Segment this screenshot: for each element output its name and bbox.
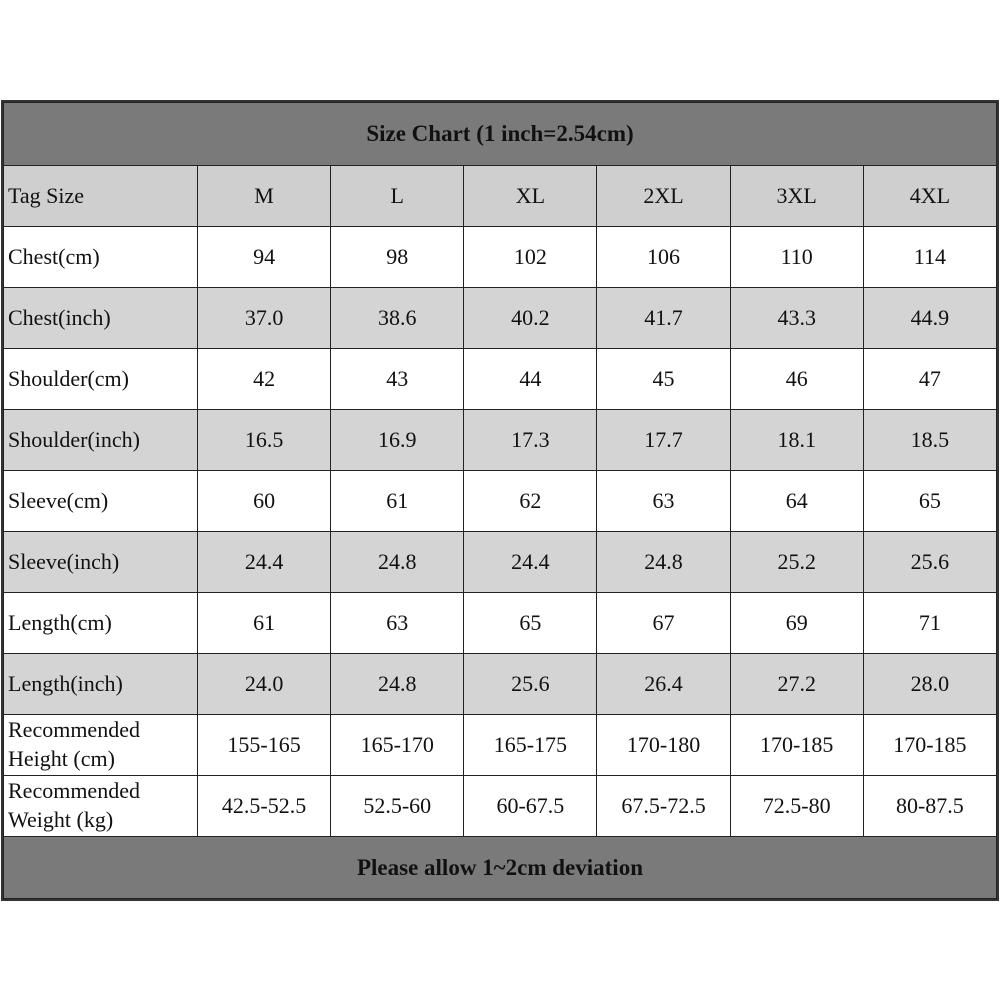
table-cell: 46 (730, 349, 863, 410)
table-row (4, 349, 997, 410)
table-cell: 45 (597, 349, 730, 410)
table-row (4, 227, 997, 288)
table-cell: 65 (863, 471, 996, 532)
size-chart (1, 100, 999, 901)
table-cell: 114 (863, 227, 996, 288)
table-row (4, 471, 997, 532)
table-cell: 25.2 (730, 532, 863, 593)
table-cell: 41.7 (597, 288, 730, 349)
row-label: Sleeve(inch) (4, 532, 198, 593)
table-cell: 67.5-72.5 (597, 776, 730, 837)
table-cell: 67 (597, 593, 730, 654)
table-cell: 24.4 (198, 532, 331, 593)
size-header: M (198, 166, 331, 227)
size-table (3, 102, 997, 899)
table-row (4, 715, 997, 776)
table-cell: 42.5-52.5 (198, 776, 331, 837)
table-cell: 60-67.5 (464, 776, 597, 837)
table-row (4, 410, 997, 471)
table-cell: 27.2 (730, 654, 863, 715)
table-cell: 25.6 (464, 654, 597, 715)
table-row (4, 776, 997, 837)
table-cell: 94 (198, 227, 331, 288)
header-label: Tag Size (4, 166, 198, 227)
table-cell: 170-185 (863, 715, 996, 776)
table-cell: 24.0 (198, 654, 331, 715)
table-cell: 80-87.5 (863, 776, 996, 837)
footer-note: Please allow 1~2cm deviation (4, 837, 997, 899)
table-row (4, 593, 997, 654)
size-header: 4XL (863, 166, 996, 227)
size-header: XL (464, 166, 597, 227)
table-cell: 24.8 (331, 532, 464, 593)
table-cell: 26.4 (597, 654, 730, 715)
row-label: Sleeve(cm) (4, 471, 198, 532)
table-cell: 65 (464, 593, 597, 654)
row-label-line: Height (cm) (8, 746, 115, 771)
table-cell: 16.5 (198, 410, 331, 471)
row-label: Shoulder(inch) (4, 410, 198, 471)
table-cell: 165-170 (331, 715, 464, 776)
table-cell: 98 (331, 227, 464, 288)
table-cell: 25.6 (863, 532, 996, 593)
table-cell: 71 (863, 593, 996, 654)
table-cell: 44 (464, 349, 597, 410)
table-cell: 61 (198, 593, 331, 654)
row-label (4, 715, 198, 776)
table-row (4, 654, 997, 715)
table-cell: 110 (730, 227, 863, 288)
table-cell: 69 (730, 593, 863, 654)
size-header: 3XL (730, 166, 863, 227)
table-row (4, 288, 997, 349)
table-cell: 24.4 (464, 532, 597, 593)
table-cell: 155-165 (198, 715, 331, 776)
table-cell: 16.9 (331, 410, 464, 471)
row-label-line: Recommended (8, 717, 140, 743)
table-cell: 18.1 (730, 410, 863, 471)
table-cell: 62 (464, 471, 597, 532)
row-label: Length(inch) (4, 654, 198, 715)
table-cell: 42 (198, 349, 331, 410)
table-cell: 43 (331, 349, 464, 410)
table-cell: 40.2 (464, 288, 597, 349)
table-cell: 165-175 (464, 715, 597, 776)
table-cell: 28.0 (863, 654, 996, 715)
table-cell: 170-185 (730, 715, 863, 776)
table-cell: 43.3 (730, 288, 863, 349)
table-cell: 102 (464, 227, 597, 288)
table-cell: 47 (863, 349, 996, 410)
footer-row (4, 837, 997, 899)
table-cell: 44.9 (863, 288, 996, 349)
row-label-line: Recommended (8, 778, 140, 804)
table-cell: 170-180 (597, 715, 730, 776)
header-row (4, 166, 997, 227)
table-cell: 17.7 (597, 410, 730, 471)
table-cell: 17.3 (464, 410, 597, 471)
table-row (4, 532, 997, 593)
table-cell: 61 (331, 471, 464, 532)
title-row (4, 103, 997, 166)
chart-title: Size Chart (1 inch=2.54cm) (4, 103, 997, 166)
size-header: 2XL (597, 166, 730, 227)
table-cell: 38.6 (331, 288, 464, 349)
table-cell: 106 (597, 227, 730, 288)
row-label: Chest(inch) (4, 288, 198, 349)
table-cell: 24.8 (597, 532, 730, 593)
row-label-line: Weight (kg) (8, 807, 114, 832)
size-header: L (331, 166, 464, 227)
row-label: Shoulder(cm) (4, 349, 198, 410)
row-label: Length(cm) (4, 593, 198, 654)
table-cell: 52.5-60 (331, 776, 464, 837)
table-cell: 72.5-80 (730, 776, 863, 837)
row-label: Chest(cm) (4, 227, 198, 288)
row-label (4, 776, 198, 837)
table-cell: 60 (198, 471, 331, 532)
table-cell: 37.0 (198, 288, 331, 349)
table-cell: 63 (331, 593, 464, 654)
table-cell: 18.5 (863, 410, 996, 471)
table-cell: 63 (597, 471, 730, 532)
table-cell: 64 (730, 471, 863, 532)
table-cell: 24.8 (331, 654, 464, 715)
